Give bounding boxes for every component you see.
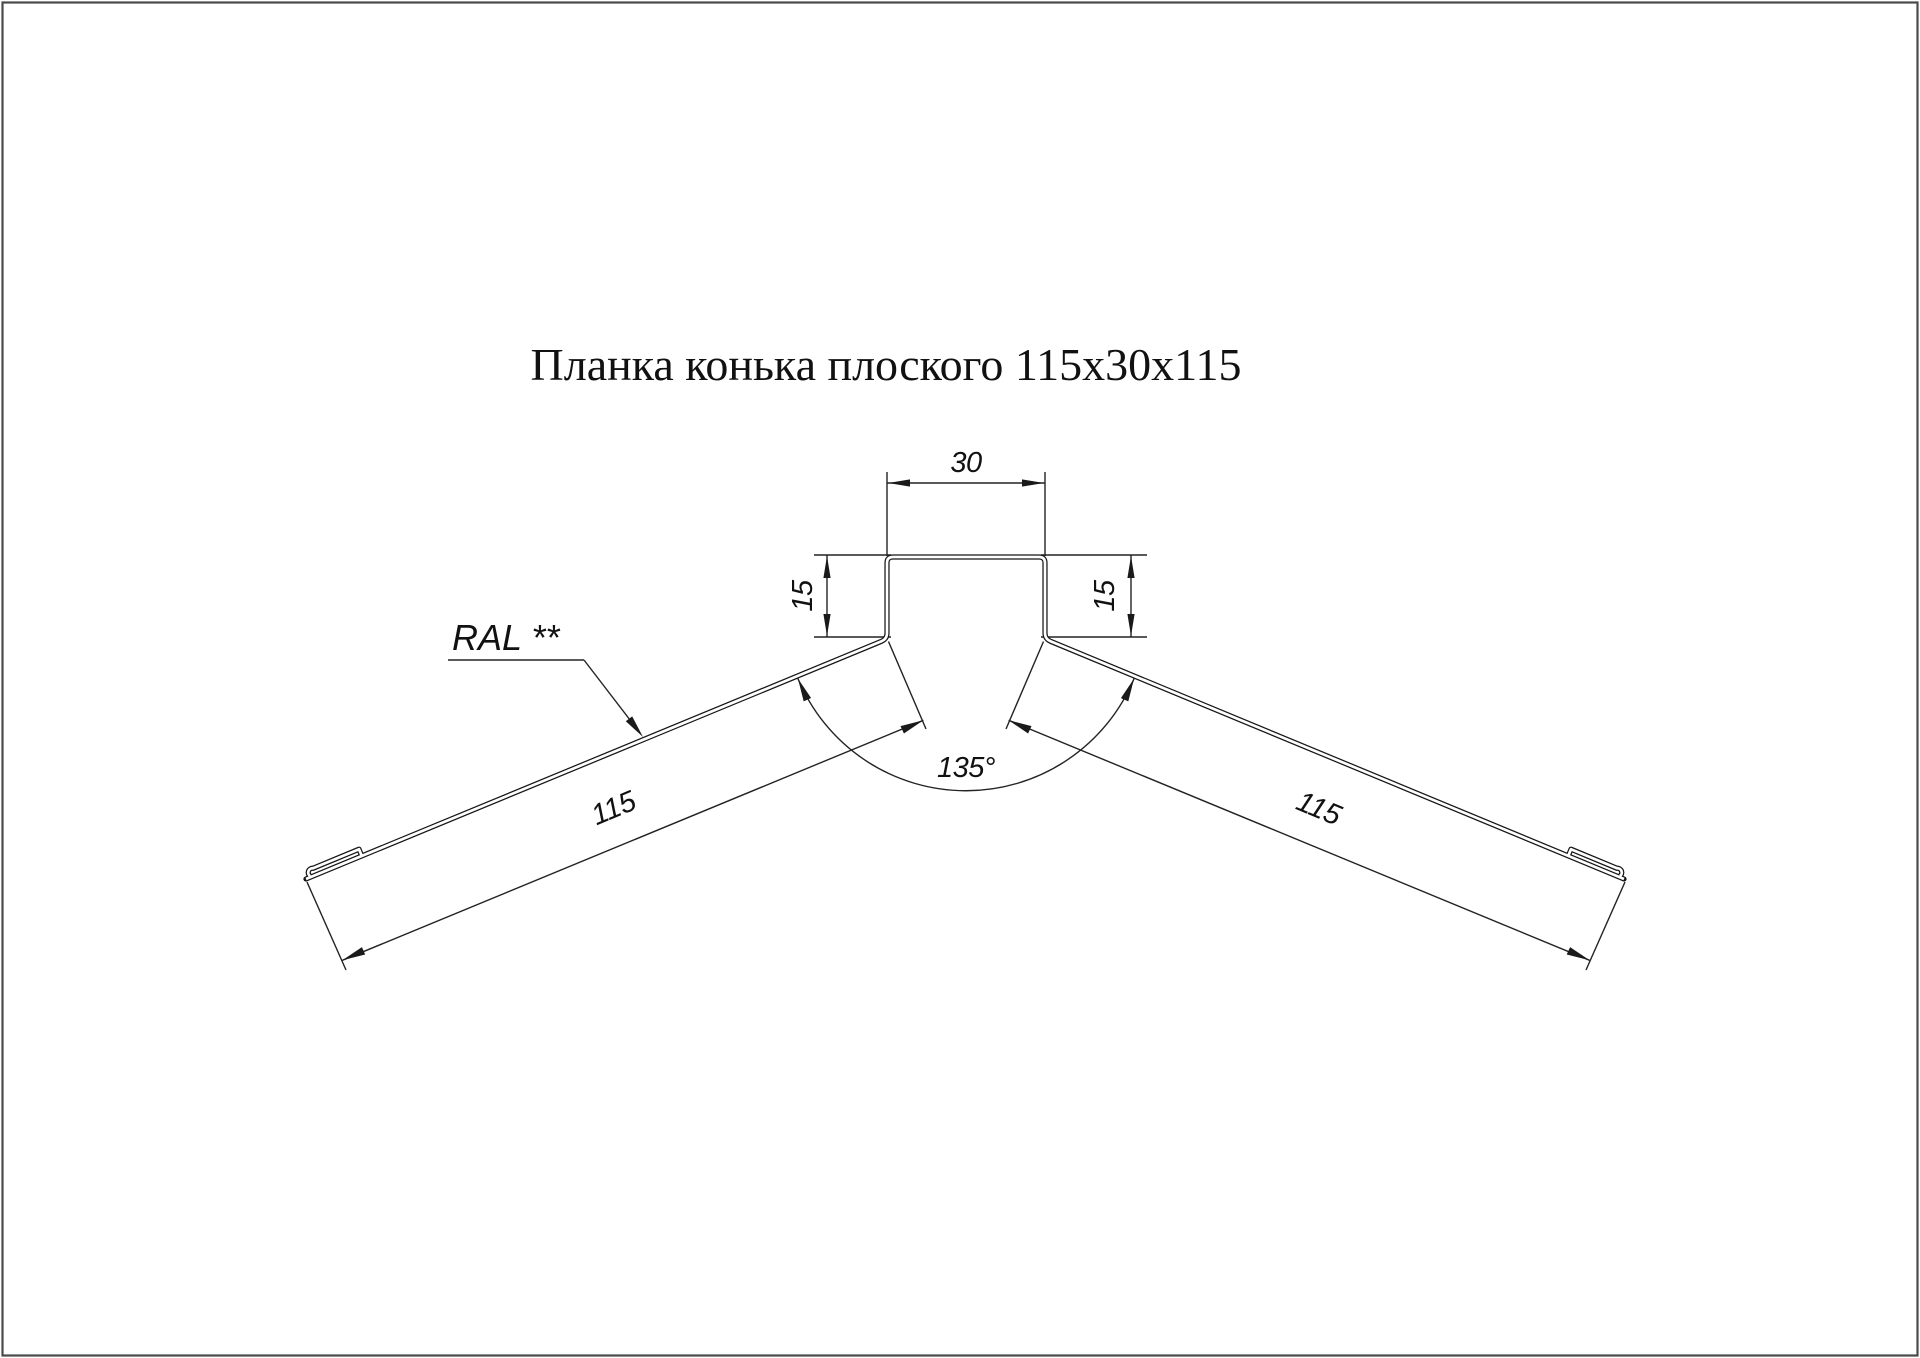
dim-arrow	[1127, 556, 1134, 578]
dim-arrow	[798, 679, 811, 702]
extension-line	[307, 882, 346, 970]
dimension-height-15-left	[787, 555, 891, 637]
leader-arrow	[626, 716, 643, 737]
dim-value-angle: 135°	[937, 752, 995, 784]
dim-arrow	[342, 947, 365, 960]
dim-value-left-wing: 115	[586, 785, 641, 833]
dim-arrow	[823, 556, 830, 578]
dim-arrow	[1127, 614, 1134, 636]
extension-line	[889, 642, 927, 730]
dim-arrow	[1121, 679, 1134, 702]
extension-line	[1006, 642, 1044, 730]
dim-value-right-wing: 115	[1291, 785, 1346, 833]
dim-arrow	[1567, 947, 1590, 960]
dim-value-left-height: 15	[787, 580, 819, 612]
dim-arrow	[823, 614, 830, 636]
dim-value-right-height: 15	[1089, 580, 1121, 612]
dimension-line	[342, 720, 923, 960]
dimension-height-15-right	[1041, 555, 1147, 637]
extension-line	[1586, 882, 1625, 970]
ral-callout	[448, 617, 643, 737]
ridge-profile	[306, 557, 1624, 879]
dim-arrow	[1009, 720, 1032, 733]
dim-value-top-width: 30	[950, 447, 982, 479]
dimension-angle-135	[798, 679, 1134, 791]
dim-arrow	[888, 479, 910, 486]
profile-outline-core	[306, 557, 1624, 879]
dim-arrow	[901, 720, 924, 733]
dim-arrow	[1022, 479, 1044, 486]
page-frame	[3, 3, 1918, 1356]
dimension-length-115-left	[307, 642, 926, 971]
dimension-line	[1009, 720, 1590, 960]
dimension-length-115-right	[1006, 642, 1625, 971]
profile-outline	[306, 557, 1624, 879]
drawing-title: Планка конька плоского 115х30х115	[530, 339, 1242, 390]
ral-label: RAL **	[452, 617, 560, 658]
dimension-width-30	[887, 447, 1045, 556]
